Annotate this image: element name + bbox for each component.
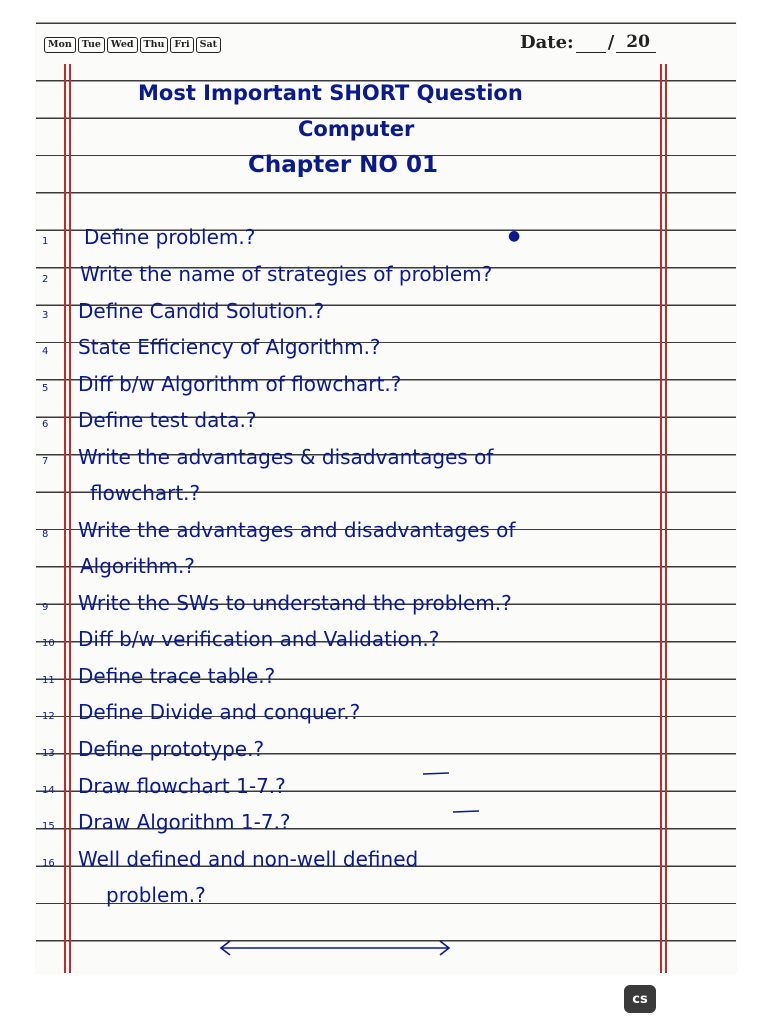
question-text: Well defined and non-well defined xyxy=(78,847,419,871)
question-continuation: Algorithm.? xyxy=(80,554,195,578)
question-text: Write the advantages and disadvantages of xyxy=(78,518,516,542)
left-margin-line xyxy=(64,64,66,973)
question-text: Diff b/w verification and Validation.? xyxy=(78,627,440,651)
question-text: Define problem.? xyxy=(84,225,256,249)
date-slash: / xyxy=(607,32,615,53)
dash-mark xyxy=(451,808,481,816)
ink-dot-mark: ● xyxy=(508,228,521,244)
question-number: 2 xyxy=(42,274,49,285)
question-number: 4 xyxy=(42,346,49,357)
day-mon: Mon xyxy=(44,37,76,53)
question-number: 15 xyxy=(42,821,55,832)
title-line-3: Chapter NO 01 xyxy=(248,152,438,178)
question-continuation: problem.? xyxy=(106,883,206,907)
question-text: Define prototype.? xyxy=(78,737,265,761)
question-text: Draw flowchart 1-7.? xyxy=(78,774,286,798)
question-number: 11 xyxy=(42,675,55,686)
question-number: 14 xyxy=(42,785,55,796)
question-number: 13 xyxy=(42,748,55,759)
question-text: Define Divide and conquer.? xyxy=(78,700,361,724)
date-field xyxy=(520,32,656,53)
date-day-blank xyxy=(576,34,606,53)
question-number: 5 xyxy=(42,383,49,394)
right-margin-line xyxy=(660,64,662,973)
day-fri: Fri xyxy=(170,37,193,53)
dash-mark xyxy=(421,770,451,778)
camscanner-badge: cs xyxy=(624,985,656,1013)
question-text: Write the advantages & disadvantages of xyxy=(78,445,494,469)
question-continuation: flowchart.? xyxy=(90,481,201,505)
question-text: Write the SWs to understand the problem.? xyxy=(78,591,512,615)
question-number: 3 xyxy=(42,310,49,321)
date-year: 20 xyxy=(626,32,656,53)
question-number: 7 xyxy=(42,456,49,467)
question-text: Write the name of strategies of problem? xyxy=(80,262,493,286)
question-text: Diff b/w Algorithm of flowchart.? xyxy=(78,372,402,396)
question-number: 10 xyxy=(42,638,55,649)
date-month-blank xyxy=(616,34,626,53)
title-line-2: Computer xyxy=(298,117,415,141)
question-number: 1 xyxy=(42,236,49,247)
title-line-1: Most Important SHORT Question xyxy=(138,81,523,105)
question-number: 6 xyxy=(42,419,49,430)
double-arrow-mark xyxy=(216,938,456,958)
right-margin-line-inner xyxy=(665,64,667,973)
question-text: Define trace table.? xyxy=(78,664,276,688)
day-wed: Wed xyxy=(107,37,138,53)
left-margin-line-inner xyxy=(69,64,71,973)
day-sat: Sat xyxy=(196,37,221,53)
notebook-page xyxy=(36,18,736,973)
question-text: State Efficiency of Algorithm.? xyxy=(78,335,381,359)
question-number: 16 xyxy=(42,858,55,869)
question-text: Define Candid Solution.? xyxy=(78,299,325,323)
question-text: Draw Algorithm 1-7.? xyxy=(78,810,291,834)
question-number: 8 xyxy=(42,529,49,540)
day-thu: Thu xyxy=(140,37,169,53)
question-number: 12 xyxy=(42,711,55,722)
question-number: 9 xyxy=(42,602,49,613)
weekday-boxes xyxy=(44,37,221,53)
date-label: Date: xyxy=(520,32,574,53)
day-tue: Tue xyxy=(78,37,105,53)
question-text: Define test data.? xyxy=(78,408,257,432)
